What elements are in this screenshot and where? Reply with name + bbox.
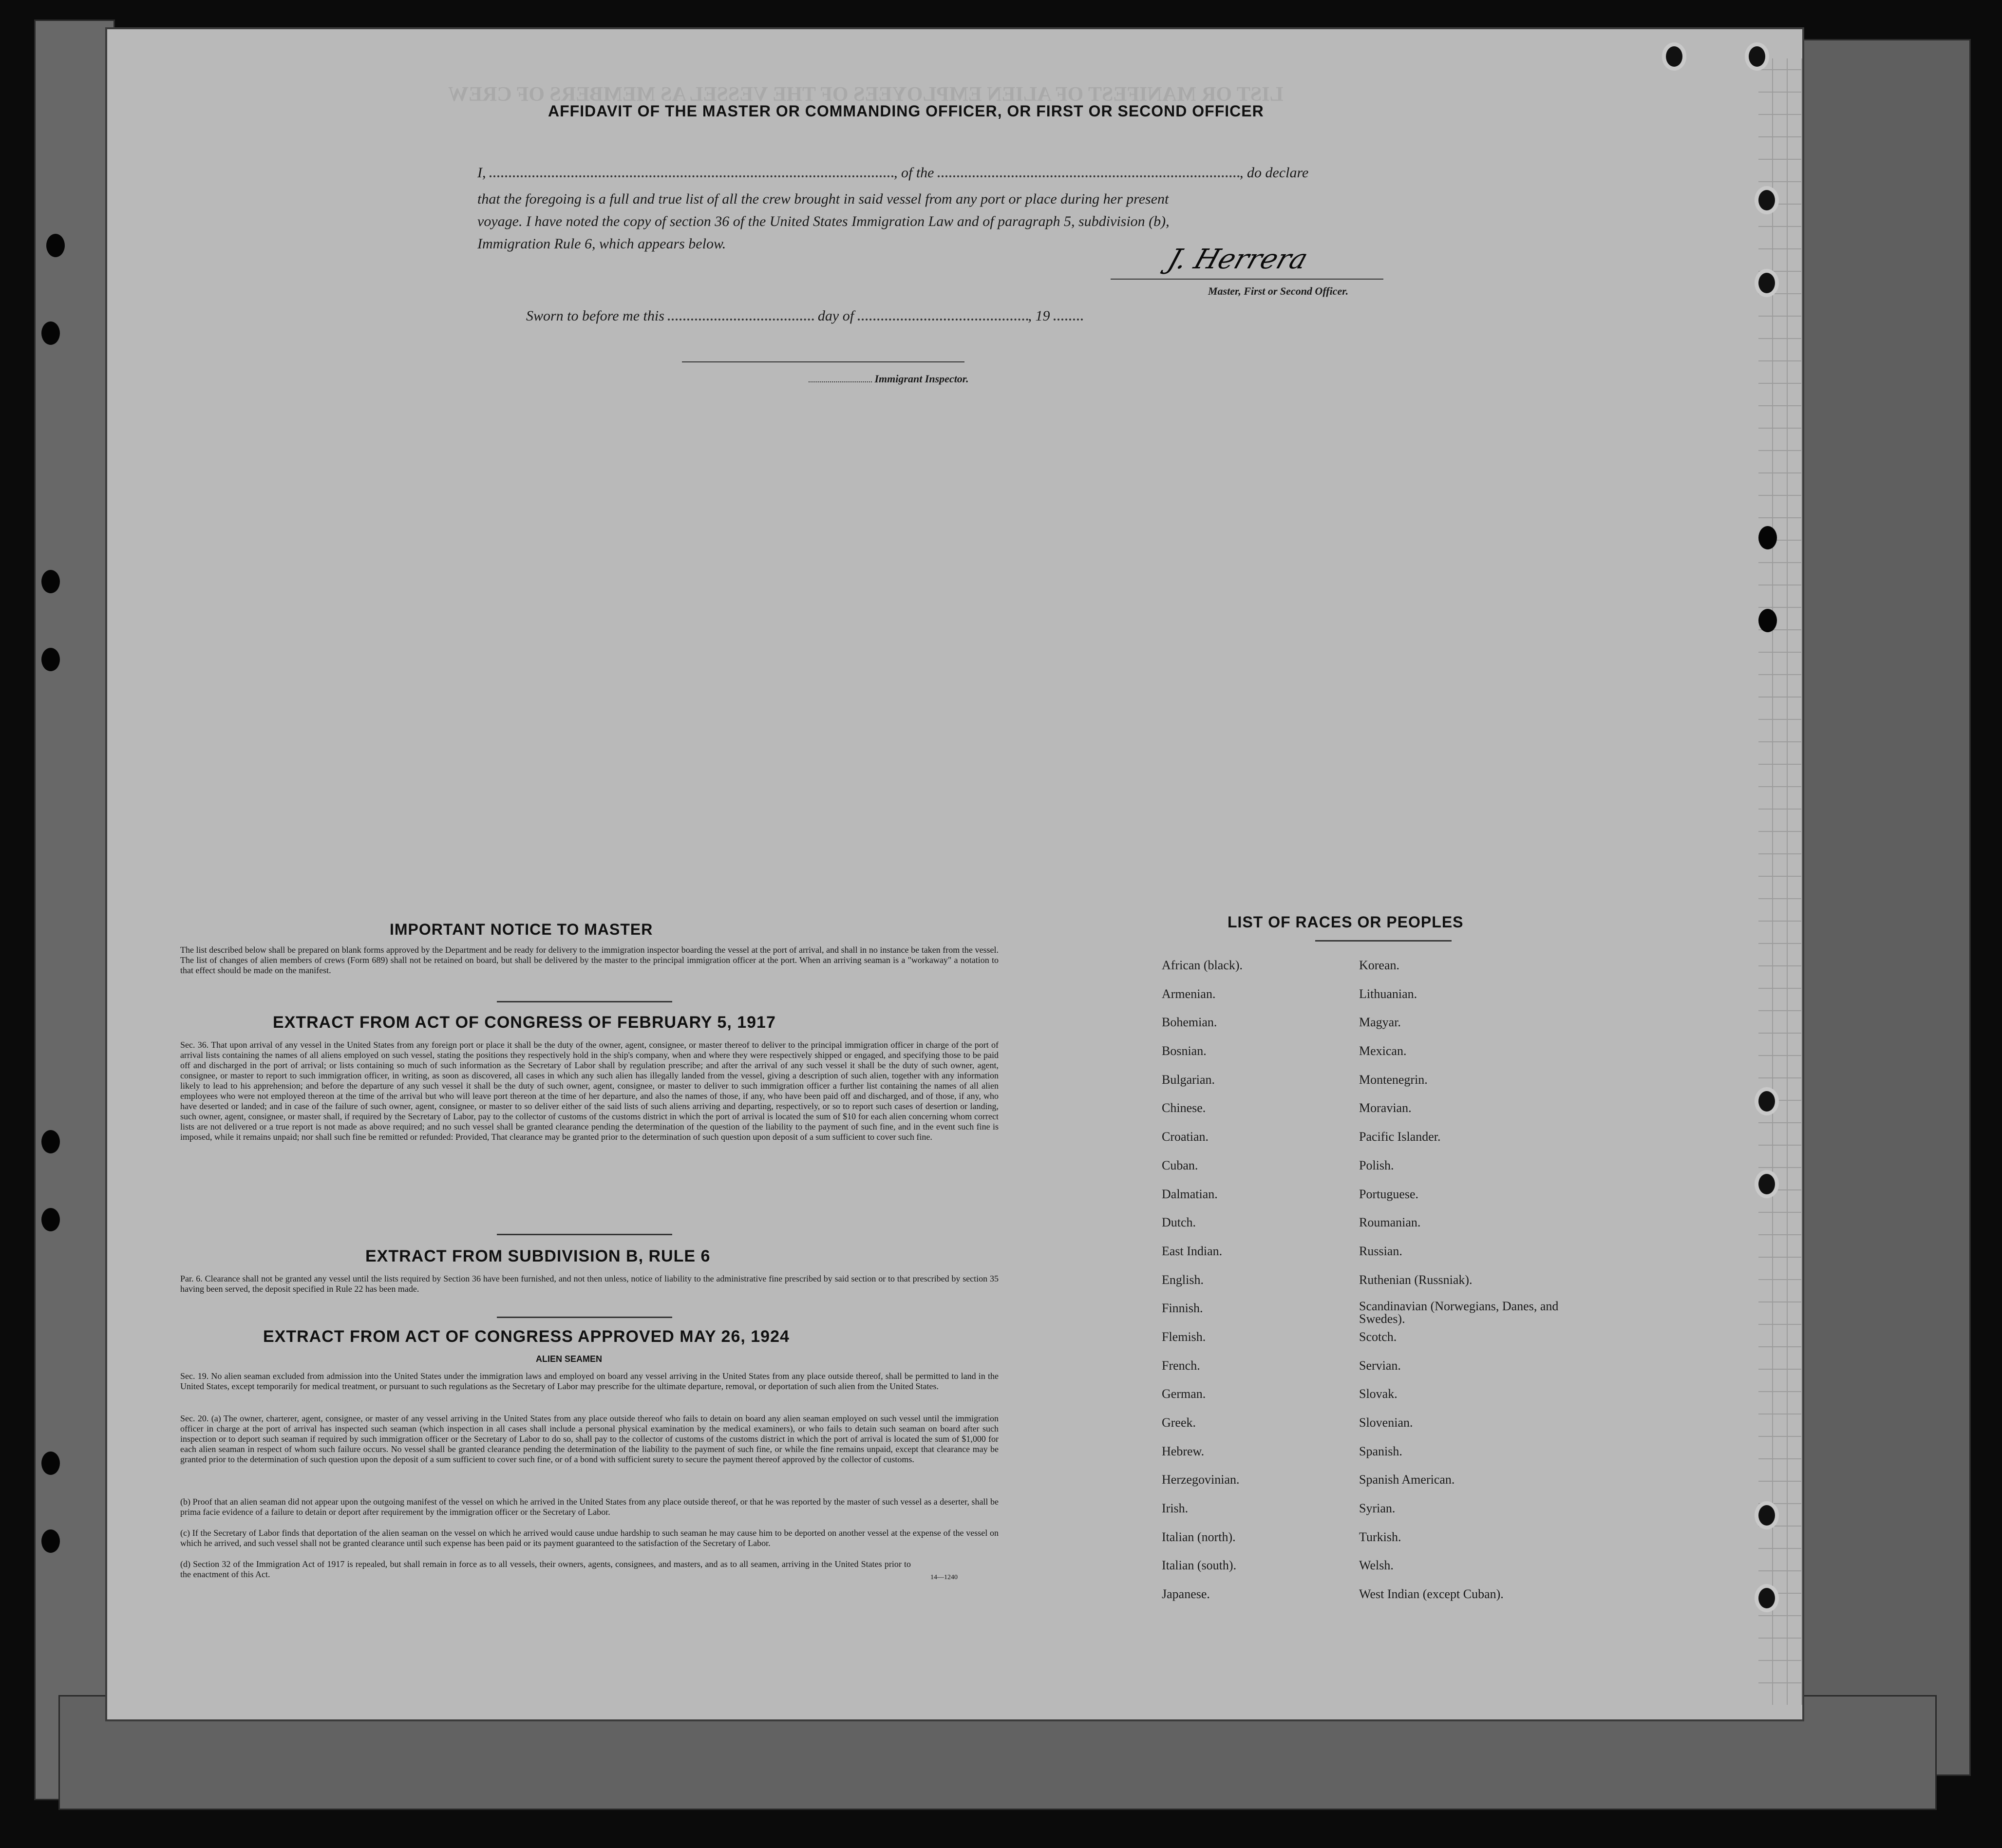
- race-item: East Indian.: [1162, 1244, 1223, 1258]
- race-item: Flemish.: [1162, 1329, 1206, 1344]
- race-item: Croatian.: [1162, 1130, 1209, 1144]
- binder-hole-icon: [1758, 609, 1777, 632]
- section-divider: [497, 1234, 672, 1235]
- binder-hole-icon: [1666, 46, 1682, 67]
- section-divider: [497, 1317, 672, 1318]
- race-item: Lithuanian.: [1359, 986, 1417, 1001]
- race-item: Scotch.: [1359, 1329, 1397, 1344]
- sec-20b-text: (b) Proof that an alien seaman did not appear upon the outgoing manifest of the vessel on which he arrived in the United States from any place outside thereof, or that he was reported by the master of such vessel as a deserter, shall be prima facie evidence of a failure to detain or deport after requirement by the immigration officer or the Secretary of Labor.: [180, 1497, 999, 1517]
- races-left-column: [1162, 957, 1347, 1615]
- extract-1917-title: EXTRACT FROM ACT OF CONGRESS OF FEBRUARY 5, 1917: [273, 1013, 776, 1032]
- race-item: Magyar.: [1359, 1015, 1401, 1030]
- notice-title: IMPORTANT NOTICE TO MASTER: [390, 921, 653, 938]
- affidavit-line-2: that the foregoing is a full and true list of all the crew brought in said vessel from any port or place during her present: [477, 191, 1169, 207]
- race-item: Montenegrin.: [1359, 1072, 1428, 1087]
- binder-hole-icon: [46, 234, 65, 257]
- sec-20d-text: (d) Section 32 of the Immigration Act of 1917 is repealed, but shall remain in force as to all vessels, their owners, agents, consignees, and masters, and as to all seamen, arriving in the United States prior to the enactment of this Act.: [180, 1559, 911, 1579]
- race-item: English.: [1162, 1272, 1204, 1287]
- sec-19-text: Sec. 19. No alien seaman excluded from admission into the United States under the immigration laws and employed on board any vessel arriving in the United States from any place outside thereof, shall be permitted to land in the United States, except temporarily for medical treatment, or pursuant to such regulations as the Secretary of Labor may prescribe for the ultimate departure, removal, or deportation of such alien from the United States.: [180, 1371, 999, 1391]
- affidavit-i-label: I,: [477, 165, 486, 181]
- races-right-column: [1359, 957, 1593, 1615]
- race-item: Ruthenian (Russniak).: [1359, 1272, 1473, 1287]
- race-item: Pacific Islander.: [1359, 1130, 1441, 1144]
- race-item: Slovak.: [1359, 1387, 1398, 1401]
- binder-hole-icon: [1758, 1174, 1775, 1194]
- sworn-line: [526, 308, 1083, 324]
- inspector-line: [809, 373, 969, 385]
- bleed-through-header: LIST OR MANIFEST OF ALIEN EMPLOYEES OF THE VESSEL AS MEMBERS OF CREW: [448, 83, 1284, 106]
- binder-hole-icon: [1758, 273, 1775, 293]
- affidavit-line-4: Immigration Rule 6, which appears below.: [477, 236, 726, 252]
- sworn-year-field[interactable]: [1054, 319, 1083, 321]
- master-name-field[interactable]: [490, 175, 894, 177]
- sec-20a-text: Sec. 20. (a) The owner, charterer, agent, consignee, or master of any vessel arriving in the United States from any place outside thereof who fails to detain on board any alien seaman employed on such vessel until the immigration officer in charge at the port of arrival has inspected such seaman (which inspection in all cases shall include a personal physical examination by the medical examiners), or who fails to detain such seaman on board after such inspection or to deport such seaman if required by such immigration officer or the Secretary of Labor to do so, shall pay to the collector of customs of the customs district in which the port of arrival is located the sum of $1,000 for each alien seaman in respect of whom such failure occurs. No vessel shall be granted clearance pending the determination of the liability to the payment of such fine, or while the fine remains unpaid, except that clearance may be granted prior to the determination of such question upon the deposit of a sum sufficient to cover such fine, or of a bond with sufficient surety to secure the payment thereof approved by the collector of customs.: [180, 1414, 999, 1464]
- binder-hole-icon: [41, 1130, 60, 1153]
- binder-hole-icon: [41, 1208, 60, 1231]
- of-the-label: , of the: [894, 165, 934, 181]
- notice-text: The list described below shall be prepared on blank forms approved by the Department and be ready for delivery to the immigration inspector boarding the vessel at the port of arrival, and shall in no instance be taken from the vessel. The list of changes of alien members of crews (Form 689) shall not be retained on board, but shall be delivered by the master to the principal immigration officer at the port. When an arriving seaman is a "workaway" a notation to that effect should be made on the manifest.: [180, 945, 999, 975]
- race-item: Finnish.: [1162, 1301, 1203, 1316]
- section-divider: [497, 1001, 672, 1002]
- races-title: LIST OF RACES OR PEOPLES: [1228, 913, 1464, 931]
- affidavit-line-3: voyage. I have noted the copy of section 36 of the United States Immigration Law and of paragraph 5, subdivision (b),: [477, 213, 1170, 229]
- race-item: Herzegovinian.: [1162, 1472, 1240, 1487]
- race-item: Syrian.: [1359, 1501, 1396, 1516]
- binder-hole-icon: [1758, 1091, 1775, 1112]
- inspector-caption: Immigrant Inspector.: [874, 373, 969, 385]
- race-item: Polish.: [1359, 1158, 1394, 1172]
- extract-1924-subtitle: ALIEN SEAMEN: [536, 1354, 603, 1364]
- affidavit-title: AFFIDAVIT OF THE MASTER OR COMMANDING OFFICER, OR FIRST OR SECOND OFFICER: [548, 102, 1264, 120]
- day-of-label: day of: [817, 308, 854, 324]
- race-item: Portuguese.: [1359, 1187, 1419, 1201]
- extract-rule6-title: EXTRACT FROM SUBDIVISION B, RULE 6: [365, 1247, 711, 1265]
- race-item: Scandinavian (Norwegians, Danes, and Swedes).: [1359, 1299, 1559, 1326]
- binder-hole-icon: [1758, 190, 1775, 210]
- race-item: Bohemian.: [1162, 1015, 1217, 1030]
- signature-line: [1111, 279, 1383, 280]
- binder-hole-icon: [1758, 1505, 1775, 1526]
- binder-hole-icon: [41, 648, 60, 671]
- race-item: Bulgarian.: [1162, 1072, 1215, 1087]
- race-item: Spanish.: [1359, 1444, 1402, 1458]
- sec-20c-text: (c) If the Secretary of Labor finds that deportation of the alien seaman on the vessel on which he arrived would cause undue hardship to such seaman he may cause him to be deported on another vessel at the expense of the vessel on which he arrived, and such vessel shall not be granted clearance until such expense has been paid or its payment guaranteed to the satisfaction of the Secretary of Labor.: [180, 1528, 999, 1548]
- race-item: Bosnian.: [1162, 1044, 1207, 1058]
- year-label: , 19: [1028, 308, 1050, 324]
- race-item: Dutch.: [1162, 1215, 1196, 1230]
- binder-hole-icon: [41, 1452, 60, 1475]
- race-item: Armenian.: [1162, 986, 1216, 1001]
- ledger-grid-edge: [1758, 58, 1802, 1705]
- affidavit-line-1: [477, 165, 1308, 181]
- race-item: Italian (north).: [1162, 1529, 1236, 1544]
- race-item: Moravian.: [1359, 1101, 1412, 1115]
- binder-hole-icon: [41, 570, 60, 593]
- race-item: Roumanian.: [1359, 1215, 1421, 1230]
- race-item: West Indian (except Cuban).: [1359, 1587, 1504, 1602]
- binder-hole-icon: [1749, 46, 1765, 67]
- race-item: Cuban.: [1162, 1158, 1198, 1172]
- sworn-day-field[interactable]: [668, 319, 814, 321]
- race-item: Japanese.: [1162, 1587, 1210, 1602]
- sworn-label: Sworn to before me this: [526, 308, 664, 324]
- race-item: Welsh.: [1359, 1558, 1394, 1573]
- race-item: Hebrew.: [1162, 1444, 1205, 1458]
- race-item: Greek.: [1162, 1415, 1196, 1430]
- vessel-name-field[interactable]: [938, 175, 1240, 177]
- inspector-field[interactable]: [809, 381, 872, 382]
- race-item: Servian.: [1359, 1358, 1401, 1373]
- master-caption: Master, First or Second Officer.: [1208, 285, 1349, 297]
- binder-hole-icon: [1758, 1588, 1775, 1608]
- race-item: German.: [1162, 1387, 1206, 1401]
- binder-hole-icon: [1758, 526, 1777, 549]
- manifest-page: [107, 29, 1802, 1719]
- race-item: African (black).: [1162, 958, 1243, 972]
- race-item: Italian (south).: [1162, 1558, 1237, 1573]
- do-declare-label: , do declare: [1240, 165, 1309, 181]
- races-underline: [1315, 940, 1452, 942]
- extract-rule6-text: Par. 6. Clearance shall not be granted any vessel until the lists required by Section 36 have been furnished, and not then unless, notice of liability to the administrative fine prescribed by said section or to that prescribed by section 35 having been served, the deposit specified in Rule 22 has been made.: [180, 1274, 999, 1294]
- extract-1917-text: Sec. 36. That upon arrival of any vessel in the United States from any foreign port or place it shall be the duty of the owner, agent, consignee, or master thereof to deliver to the principal immigration officer in charge of the port of arrival lists containing the names of all aliens employed on such vessel, stating the positions they respectively hold in the ship's company, when and where they were respectively shipped or engaged, and specifying those to be paid off and discharged in the port of arrival; or lists containing so much of such information as the Secretary of Labor shall by regulation prescribe; and after the arrival of any such vessel it shall be the duty of such owner, agent, consignee, or master to report to such immigration officer, in writing, as soon as discovered, all cases in which any such alien has illegally landed from the vessel, giving a description of such alien, together with any information likely to lead to his apprehension; and before the departure of any such vessel it shall be the duty of such owner, agent, consignee, or master to deliver to such immigration officer a further list containing the names of all alien employees who were not employed thereon at the time of the arrival but who will leave port thereon at the time of her departure, and also the names of those, if any, who have been paid off and discharged, and of those, if any, who have deserted or landed; and in case of the failure of such owner, agent, consignee, or master to so deliver either of the said lists of such aliens arriving and departing, respectively, or so to report such cases of desertion or landing, such owner, agent, consignee, or master shall, if required by the Secretary of Labor, pay to the collector of customs of the customs district in which the port of arrival is located the sum of $10 for each alien concerning whom correct lists are not delivered or a true report is not made as above required; and no such vessel shall be granted clearance pending the determination of the question of the liability to the payment of such fine, and in the event such fine is imposed, while it remains unpaid; nor shall such fine be remitted or refunded: Provided, That clearance may be granted prior to the determination of such question upon deposit of a sum sufficient to cover such fine.: [180, 1040, 999, 1142]
- race-item: Irish.: [1162, 1501, 1189, 1516]
- race-item: Slovenian.: [1359, 1415, 1413, 1430]
- race-item: Chinese.: [1162, 1101, 1206, 1115]
- extract-1924-title: EXTRACT FROM ACT OF CONGRESS APPROVED MAY 26, 1924: [263, 1327, 790, 1346]
- race-item: Spanish American.: [1359, 1472, 1455, 1487]
- race-item: Mexican.: [1359, 1044, 1407, 1058]
- race-item: Korean.: [1359, 958, 1400, 972]
- master-signature: J. Herrera: [1164, 244, 1312, 275]
- race-item: Dalmatian.: [1162, 1187, 1218, 1201]
- race-item: French.: [1162, 1358, 1200, 1373]
- race-item: Russian.: [1359, 1244, 1402, 1258]
- binder-hole-icon: [41, 321, 60, 345]
- sworn-month-field[interactable]: [858, 319, 1028, 321]
- binder-hole-icon: [41, 1529, 60, 1553]
- inspector-signature-line: [682, 361, 964, 362]
- race-item: Turkish.: [1359, 1529, 1401, 1544]
- form-number: 14—1240: [930, 1574, 958, 1581]
